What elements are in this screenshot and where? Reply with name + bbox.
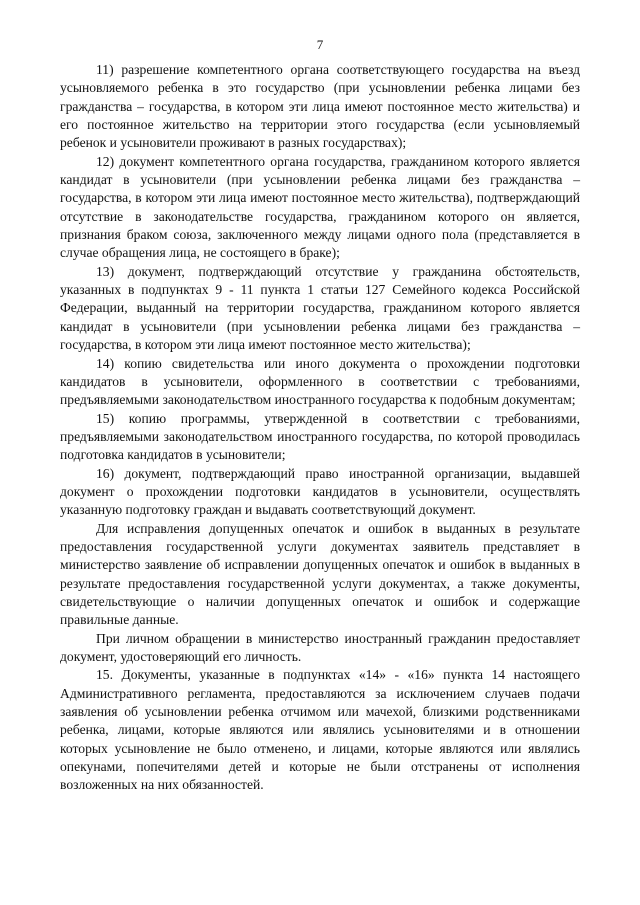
paragraph-section-15: 15. Документы, указанные в подпунктах «14» - «16» пункта 14 настоящего Административного регламента, предоставляются за исключением случаев подачи заявления об усыновлении ребенка отчимом или мачехой, близкими родственниками ребенка, лицами, которые являются или являлись усыновителями и в отношении которых усыновление не было отменено, и лицами, которые являются или являлись опекунами, попечителями детей и которые не были отстранены от исполнения возложенных на них обязанностей. [60,667,580,793]
paragraph-item-12: 12) документ компетентного органа государства, гражданином которого является кандидат в усыновители (при усыновлении ребенка лицами без гражданства – государства, в котором эти лица имеют постоянное место жительства), подтверждающий отсутствие в законодательстве государства, гражданином которого он является, признания браком союза, заключенного между лицами одного пола (представляется в случае обращения лица, не состоящего в браке); [60,153,580,261]
paragraph-item-13: 13) документ, подтверждающий отсутствие у гражданина обстоятельств, указанных в подпунктах 9 - 11 пункта 1 статьи 127 Семейного кодекса Российской Федерации, выданный на территории государства, гражданином которого является кандидат в усыновители (при усыновлении ребенка лицами без гражданства – государства, в котором эти лица имеют постоянное место жительства); [60,263,580,353]
paragraph-item-15: 15) копию программы, утвержденной в соответствии с требованиями, предъявляемыми законодательством иностранного государства, по которой проводилась подготовка кандидатов в усыновители; [60,410,580,463]
page-number: 7 [316,37,324,52]
document-body [60,61,580,795]
paragraph-corrections: Для исправления допущенных опечаток и ошибок в выданных в результате предоставления государственной услуги документах заявитель представляет в министерство заявление об исправлении допущенных опечаток и ошибок в выданных в результате предоставления государственной услуги документах, а также документы, свидетельствующие о наличии допущенных опечаток и ошибок и содержащие правильные данные. [60,520,580,628]
paragraph-personal-visit: При личном обращении в министерство иностранный гражданин предоставляет документ, удостоверяющий его личность. [60,630,580,664]
paragraph-item-14: 14) копию свидетельства или иного документа о прохождении подготовки кандидатов в усыновители, оформленного в соответствии с требованиями, предъявляемыми законодательством иностранного государства к подобным документам; [60,355,580,408]
paragraph-item-11: 11) разрешение компетентного органа соответствующего государства на въезд усыновляемого ребенка в это государство (при усыновлении ребенка лицами без гражданства – государства, в котором эти лица имеют постоянное место жительства) и его постоянное жительство на территории этого государства (если усыновляемый ребенок и усыновители проживают в разных государствах); [60,62,580,151]
paragraph-item-16: 16) документ, подтверждающий право иностранной организации, выдавшей документ о прохождении подготовки кандидатов в усыновители, осуществлять указанную подготовку граждан и выдавать соответствующий документ. [60,465,580,518]
